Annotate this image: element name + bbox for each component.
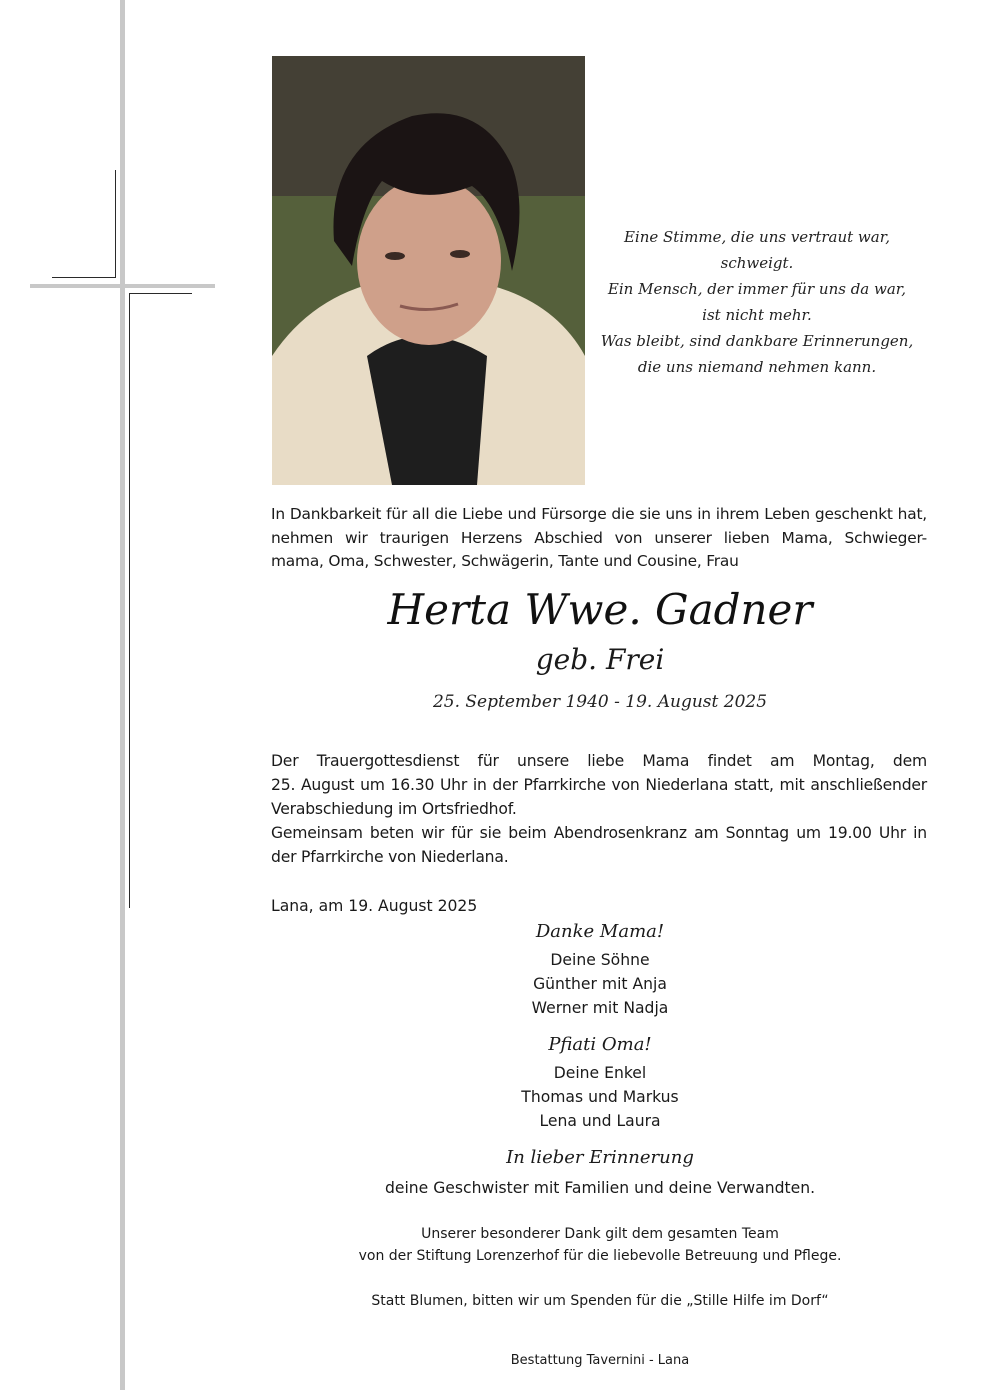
intro-line: mama, Oma, Schwester, Schwägerin, Tante und Cousine, Frau <box>271 552 739 570</box>
quote-line: die uns niemand nehmen kann. <box>637 358 877 376</box>
mourner-line: Werner mit Nadja <box>531 999 669 1017</box>
intro-paragraph <box>271 503 927 574</box>
service-line: 25. August um 16.30 Uhr in der Pfarrkirche von Niederlana statt, mit anschließender <box>271 776 927 794</box>
donation-note: Statt Blumen, bitten wir um Spenden für die „Stille Hilfe im Dorf“ <box>371 1293 829 1309</box>
service-line: Der Trauergottesdienst für unsere liebe Mama findet am Montag, dem <box>271 752 927 770</box>
quote-line: Ein Mensch, der immer für uns da war, <box>607 280 907 298</box>
service-paragraph <box>271 749 927 869</box>
quote-line: Was bleibt, sind dankbare Erinnerungen, <box>600 332 914 350</box>
service-line: Verabschiedung im Ortsfriedhof. <box>271 800 517 818</box>
maiden-name: geb. Frei <box>535 643 665 676</box>
mourner-heading: In lieber Erinnerung <box>506 1147 694 1168</box>
life-dates: 25. September 1940 - 19. August 2025 <box>432 692 768 712</box>
quote-line: schweigt. <box>720 254 794 272</box>
service-line: Gemeinsam beten wir für sie beim Abendrosenkranz am Sonntag um 19.00 Uhr in <box>271 824 927 842</box>
thanks-line: von der Stiftung Lorenzerhof für die liebevolle Betreuung und Pflege. <box>358 1248 842 1264</box>
intro-line: In Dankbarkeit für all die Liebe und Fürsorge die sie uns in ihrem Leben geschenkt hat, <box>271 505 927 523</box>
cross-vertical-beam <box>120 0 125 1390</box>
funeral-home: Bestattung Tavernini - Lana <box>510 1353 690 1368</box>
portrait-photo <box>272 56 585 485</box>
cross-line-lower-horizontal <box>129 293 192 294</box>
mourner-heading: Pfiati Oma! <box>548 1034 652 1055</box>
service-line: der Pfarrkirche von Niederlana. <box>271 848 509 866</box>
thanks-line: Unserer besonderer Dank gilt dem gesamten Team <box>421 1226 779 1242</box>
deceased-name: Herta Wwe. Gadner <box>387 585 813 634</box>
mourner-line: Thomas und Markus <box>521 1088 679 1106</box>
mourner-line: Günther mit Anja <box>533 975 667 993</box>
mourner-line: Lena und Laura <box>539 1112 661 1130</box>
cross-line-upper-horizontal <box>52 277 116 278</box>
cross-line-lower-vertical <box>129 293 130 908</box>
memorial-quote <box>598 224 916 380</box>
intro-line: nehmen wir traurigen Herzens Abschied von unserer lieben Mama, Schwieger- <box>271 528 927 547</box>
cross-line-upper-vertical <box>115 170 116 278</box>
cross-horizontal-beam <box>30 284 215 288</box>
mourner-line: Deine Söhne <box>550 951 650 969</box>
place-date: Lana, am 19. August 2025 <box>271 897 478 915</box>
quote-line: Eine Stimme, die uns vertraut war, <box>623 228 891 246</box>
quote-line: ist nicht mehr. <box>702 306 812 324</box>
mourner-line: deine Geschwister mit Familien und deine Verwandten. <box>384 1179 816 1197</box>
mourner-line: Deine Enkel <box>553 1064 647 1082</box>
mourner-heading: Danke Mama! <box>535 921 665 942</box>
